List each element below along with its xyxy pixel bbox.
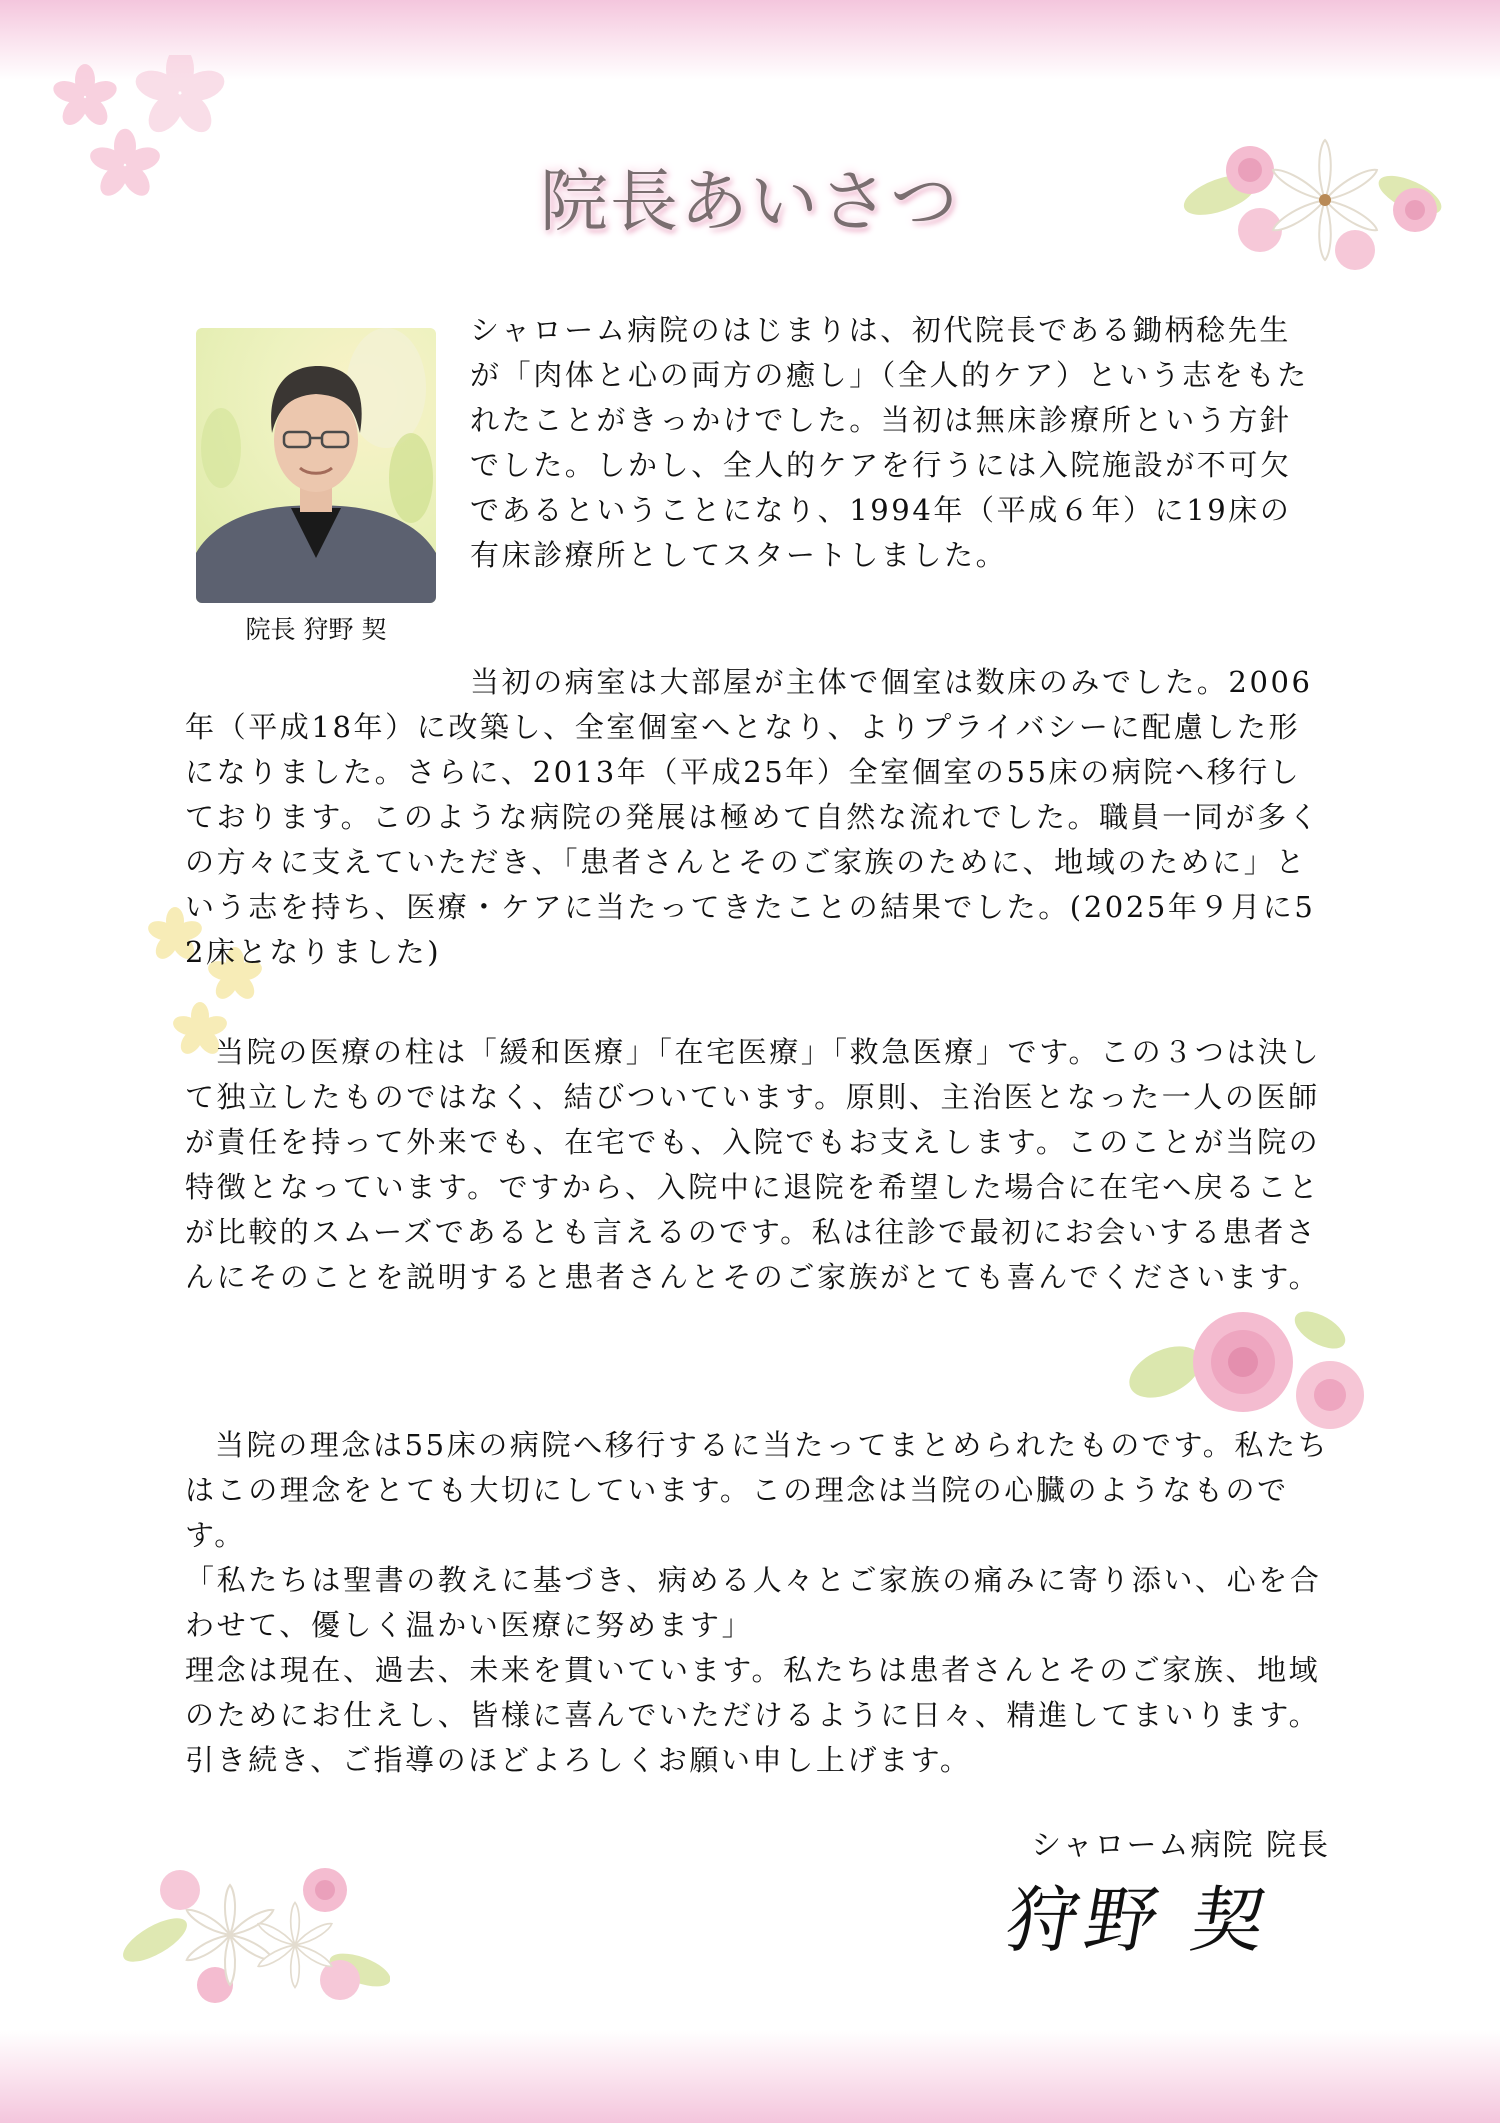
director-photo	[196, 328, 436, 603]
director-portrait-image	[196, 328, 436, 603]
signature-name: 狩野 契	[1000, 1878, 1278, 1962]
lily-and-rose-icon	[120, 1860, 390, 2010]
philosophy-closing: 理念は現在、過去、未来を貫いています。私たちは患者さんとそのご家族、地域のためにお仕えし、皆様に喜んでいただけるように日々、精進してまいります。引き続き、ご指導のほどよろしくお願い申し上げます。	[185, 1653, 1321, 1777]
philosophy-motto: 「私たちは聖書の教えに基づき、病める人々とご家族の痛みに寄り添い、心を合わせて、優しく温かい医療に努めます」	[185, 1563, 1322, 1642]
cherry-blossom-icon	[40, 55, 250, 205]
greeting-paragraph-origin: シャローム病院のはじまりは、初代院長である鋤柄稔先生が「肉体と心の両方の癒し」（全人的ケア）という志をもたれたことがきっかけでした。当初は無床診療所という方針でした。しかし、全人的ケアを行うには入院施設が不可欠であるということになり、1994年（平成６年）に19床の有床診療所としてスタートしました。	[470, 313, 1309, 572]
greeting-paragraph-philosophy	[185, 1423, 1335, 1783]
philosophy-intro: 当院の理念は55床の病院へ移行するに当たってまとめられたものです。私たちはこの理念をとても大切にしています。この理念は当院の心臓のようなものです。	[185, 1428, 1330, 1552]
bottom-pink-band	[0, 2030, 1500, 2123]
greeting-paragraph-history: 当初の病室は大部屋が主体で個室は数床のみでした。2006年（平成18年）に改築し、全室個室へとなり、よりプライバシーに配慮した形になりました。さらに、2013年（平成25年）全室個室の55床の病院へ移行しております。このような病院の発展は極めて自然な流れでした。職員一同が多くの方々に支えていただき、「患者さんとそのご家族のために、地域のために」という志を持ち、医療・ケアに当たってきたことの結果でした。(2025年９月に52床となりました)	[185, 665, 1321, 969]
photo-caption: 院長 狩野 契	[245, 615, 387, 644]
page-title: 院長あいさつ	[539, 163, 960, 242]
greeting-paragraph-medical-pillars: 当院の医療の柱は「緩和医療」「在宅医療」「救急医療」です。この３つは決して独立したものではなく、結びついています。原則、主治医となった一人の医師が責任を持って外来でも、在宅でも、入院でもお支えします。このことが当院の特徴となっています。ですから、入院中に退院を希望した場合に在宅へ戻ることが比較的スムーズであるとも言えるのです。私は往診で最初にお会いする患者さんにそのことを説明すると患者さんとそのご家族がとても喜んでくださいます。	[185, 1035, 1322, 1294]
lily-and-rose-icon	[1180, 135, 1450, 285]
signature-organization: シャローム病院 院長	[1031, 1828, 1330, 1863]
